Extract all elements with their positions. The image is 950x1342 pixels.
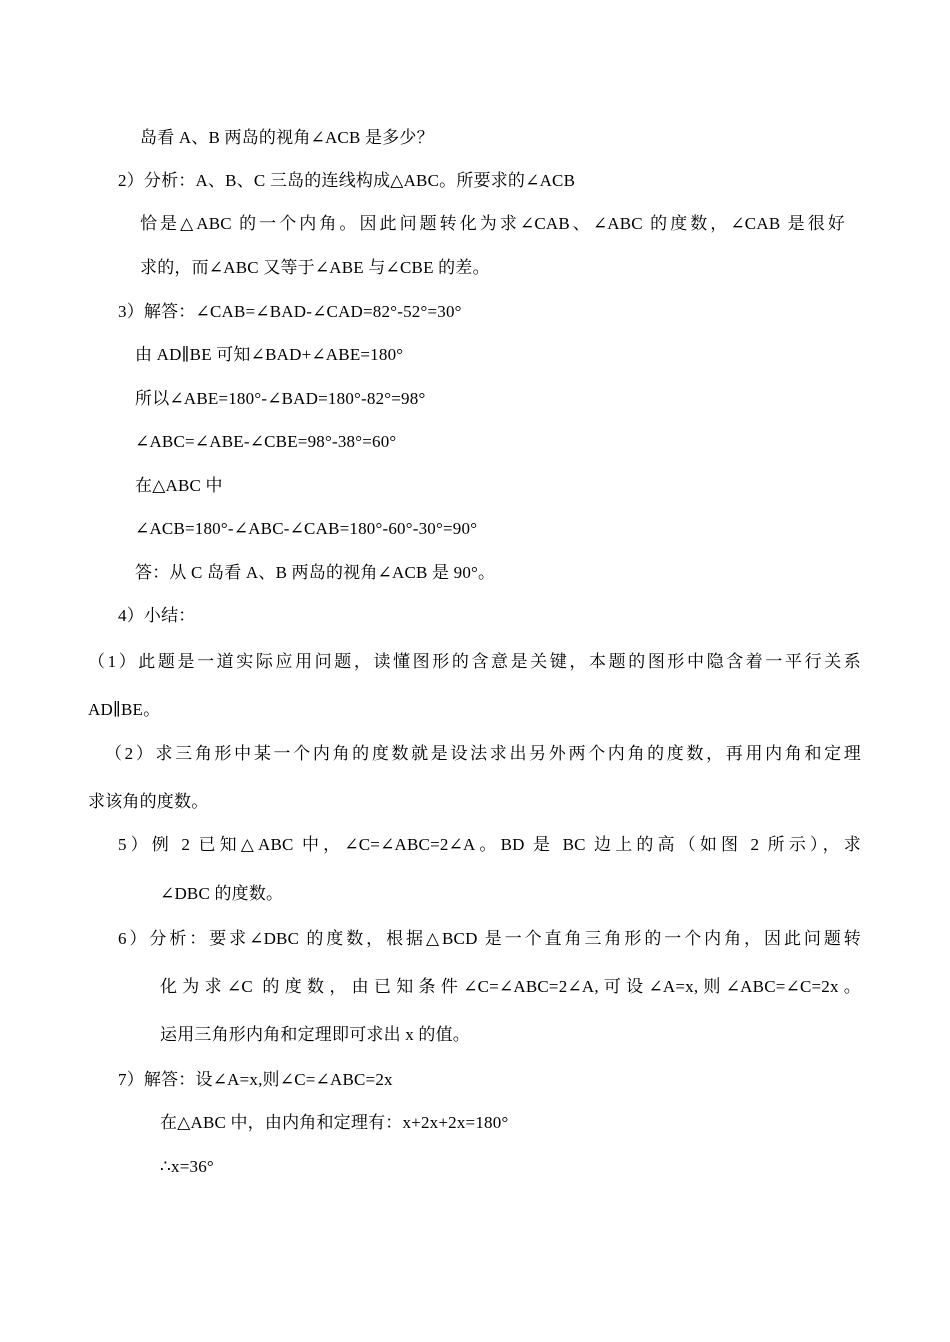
- text-line: 3）解答：∠CAB=∠BAD-∠CAD=82°-52°=30°: [118, 302, 462, 321]
- text-line: ∠ABC=∠ABE-∠CBE=98°-38°=60°: [135, 432, 397, 451]
- text-line: 求该角的度数。: [88, 792, 209, 811]
- text-line: 恰是△ABC 的一个内角。因此问题转化为求∠CAB、∠ABC 的度数，∠CAB 是很好: [140, 214, 845, 233]
- text-line: 所以∠ABE=180°-∠BAD=180°-82°=98°: [135, 389, 426, 408]
- text-line: ∴x=36°: [160, 1157, 214, 1176]
- text-line: ∠ACB=180°-∠ABC-∠CAB=180°-60°-30°=90°: [135, 519, 478, 538]
- text-line: （2）求三角形中某一个内角的度数就是设法求出另外两个内角的度数，再用内角和定理: [105, 744, 861, 763]
- text-line: 7）解答：设∠A=x,则∠C=∠ABC=2x: [118, 1070, 393, 1089]
- text-line: 化为求∠C 的度数，由已知条件∠C=∠ABC=2∠A,可设∠A=x,则∠ABC=∠C=2x。: [160, 977, 861, 996]
- text-line: 5）例 2 已知△ABC 中，∠C=∠ABC=2∠A。BD 是 BC 边上的高（如图 2 所示），求: [118, 835, 861, 854]
- text-line: 岛看 A、B 两岛的视角∠ACB 是多少？: [140, 128, 434, 147]
- text-line: 2）分析：A、B、C 三岛的连线构成△ABC。所要求的∠ACB: [118, 171, 576, 190]
- text-line: 4）小结：: [118, 606, 196, 625]
- text-line: 运用三角形内角和定理即可求出 x 的值。: [160, 1025, 470, 1044]
- text-line: 6）分析：要求∠DBC 的度数，根据△BCD 是一个直角三角形的一个内角，因此问题转: [118, 929, 861, 948]
- text-line: 在△ABC 中，由内角和定理有：x+2x+2x=180°: [160, 1113, 509, 1132]
- text-line: 答：从 C 岛看 A、B 两岛的视角∠ACB 是 90°。: [135, 563, 496, 582]
- text-line: ∠DBC 的度数。: [160, 884, 284, 903]
- text-line: 求的，而∠ABC 又等于∠ABE 与∠CBE 的差。: [140, 258, 490, 277]
- text-line: AD∥BE。: [88, 700, 161, 719]
- text-line: 由 AD∥BE 可知∠BAD+∠ABE=180°: [135, 345, 404, 364]
- text-line: 在△ABC 中: [135, 476, 223, 495]
- text-line: （1）此题是一道实际应用问题，读懂图形的含意是关键，本题的图形中隐含着一平行关系: [88, 652, 861, 671]
